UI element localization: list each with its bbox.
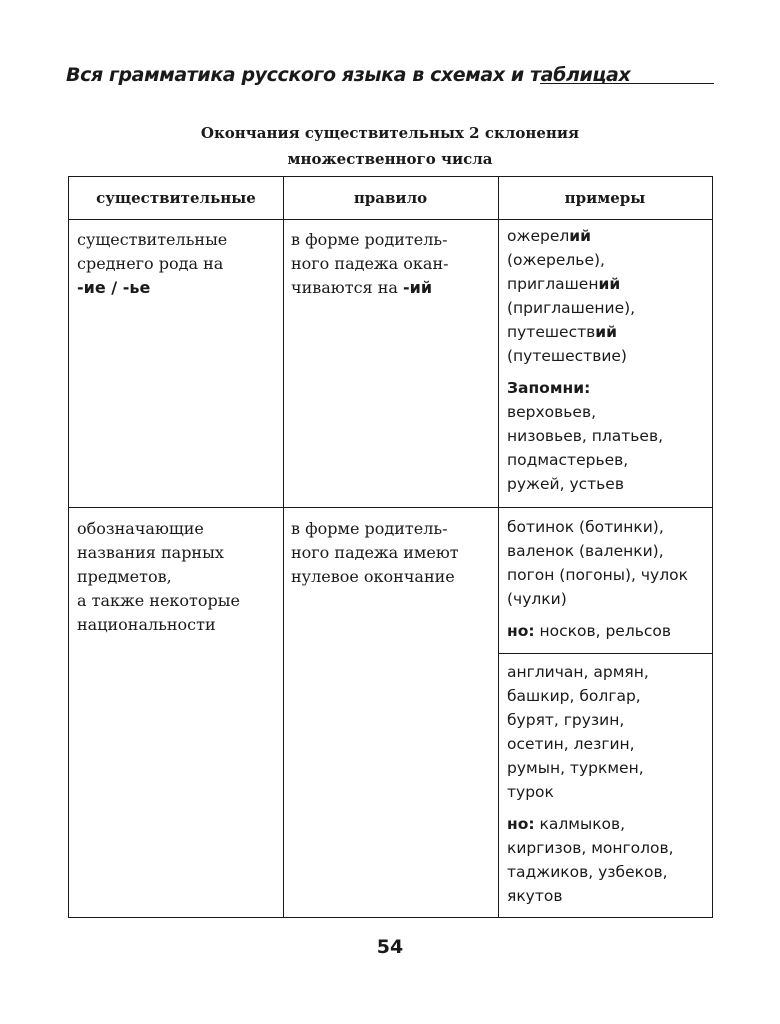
- table-title-line-1: Окончания существительных 2 склонения: [200, 124, 580, 142]
- but-text: таджиков, узбеков,: [507, 863, 668, 881]
- header-rule: [540, 83, 714, 84]
- endings-table: [68, 176, 713, 918]
- rule-line: ного падежа окан-: [291, 254, 449, 273]
- example-line: башкир, болгар,: [507, 687, 641, 705]
- row1-examples-cell: [507, 224, 663, 496]
- remember-line: низовьев, платьев,: [507, 427, 664, 445]
- column-header-rule: правило: [353, 189, 428, 207]
- noun-ending: -ие / -ье: [77, 278, 151, 297]
- noun-line: а также некоторые: [77, 591, 240, 610]
- noun-line: обозначающие: [77, 519, 204, 538]
- rule-line: в форме родитель-: [291, 230, 448, 249]
- example-line: (путешествие): [507, 347, 627, 365]
- example-stem: приглашен: [507, 275, 599, 293]
- noun-line: национальности: [77, 615, 216, 634]
- rule-line: в форме родитель-: [291, 519, 448, 538]
- row1-nouns-cell: [77, 228, 227, 300]
- example-ending: ий: [569, 227, 591, 245]
- example-line: англичан, армян,: [507, 663, 649, 681]
- noun-line: среднего рода на: [77, 254, 224, 273]
- page-number: 54: [376, 936, 404, 958]
- row2-examples-cell-nationalities: [507, 660, 674, 908]
- row2-rule-cell: [291, 517, 459, 589]
- but-label: но:: [507, 622, 535, 640]
- column-header-nouns: существительные: [96, 189, 256, 207]
- example-line: валенок (валенки),: [507, 542, 664, 560]
- row-divider: [498, 653, 712, 654]
- example-line: (чулки): [507, 590, 567, 608]
- example-stem: путешеств: [507, 323, 596, 341]
- rule-line: нулевое окончание: [291, 567, 455, 586]
- row-divider: [69, 219, 712, 220]
- example-ending: ий: [595, 323, 618, 341]
- example-line: погон (погоны), чулок: [507, 566, 688, 584]
- rule-line: ного падежа имеют: [291, 543, 459, 562]
- noun-line: названия парных: [77, 543, 224, 562]
- rule-line: чиваются на: [291, 278, 403, 297]
- example-line: румын, туркмен,: [507, 759, 644, 777]
- book-title: Вся грамматика русского языка в схемах и таблицах: [66, 64, 631, 86]
- column-header-examples: примеры: [564, 189, 646, 207]
- row2-nouns-cell: [77, 517, 240, 637]
- but-text: калмыков,: [534, 815, 626, 833]
- example-line: турок: [507, 783, 554, 801]
- remember-label: Запомни:: [507, 379, 591, 397]
- row2-examples-cell-items: [507, 515, 688, 643]
- column-divider: [498, 177, 499, 917]
- example-line: (приглашение),: [507, 299, 636, 317]
- but-text: якутов: [507, 887, 563, 905]
- running-header: [66, 64, 714, 94]
- example-line: ботинок (ботинки),: [507, 518, 664, 536]
- rule-ending: -ий: [403, 278, 433, 297]
- remember-line: верховьев,: [507, 403, 597, 421]
- table-title-line-2: множественного числа: [287, 150, 493, 168]
- but-text: киргизов, монголов,: [507, 839, 674, 857]
- remember-line: ружей, устьев: [507, 475, 624, 493]
- row1-rule-cell: [291, 228, 449, 300]
- example-line: осетин, лезгин,: [507, 735, 635, 753]
- noun-line: существительные: [77, 230, 228, 249]
- example-line: бурят, грузин,: [507, 711, 625, 729]
- column-divider: [283, 177, 284, 917]
- noun-line: предметов,: [77, 567, 172, 586]
- example-stem: ожерел: [507, 227, 570, 245]
- but-label: но:: [507, 815, 535, 833]
- example-line: (ожерелье),: [507, 251, 605, 269]
- row-divider: [69, 507, 712, 508]
- but-text: носков, рельсов: [534, 622, 672, 640]
- example-ending: ий: [598, 275, 621, 293]
- remember-line: подмастерьев,: [507, 451, 629, 469]
